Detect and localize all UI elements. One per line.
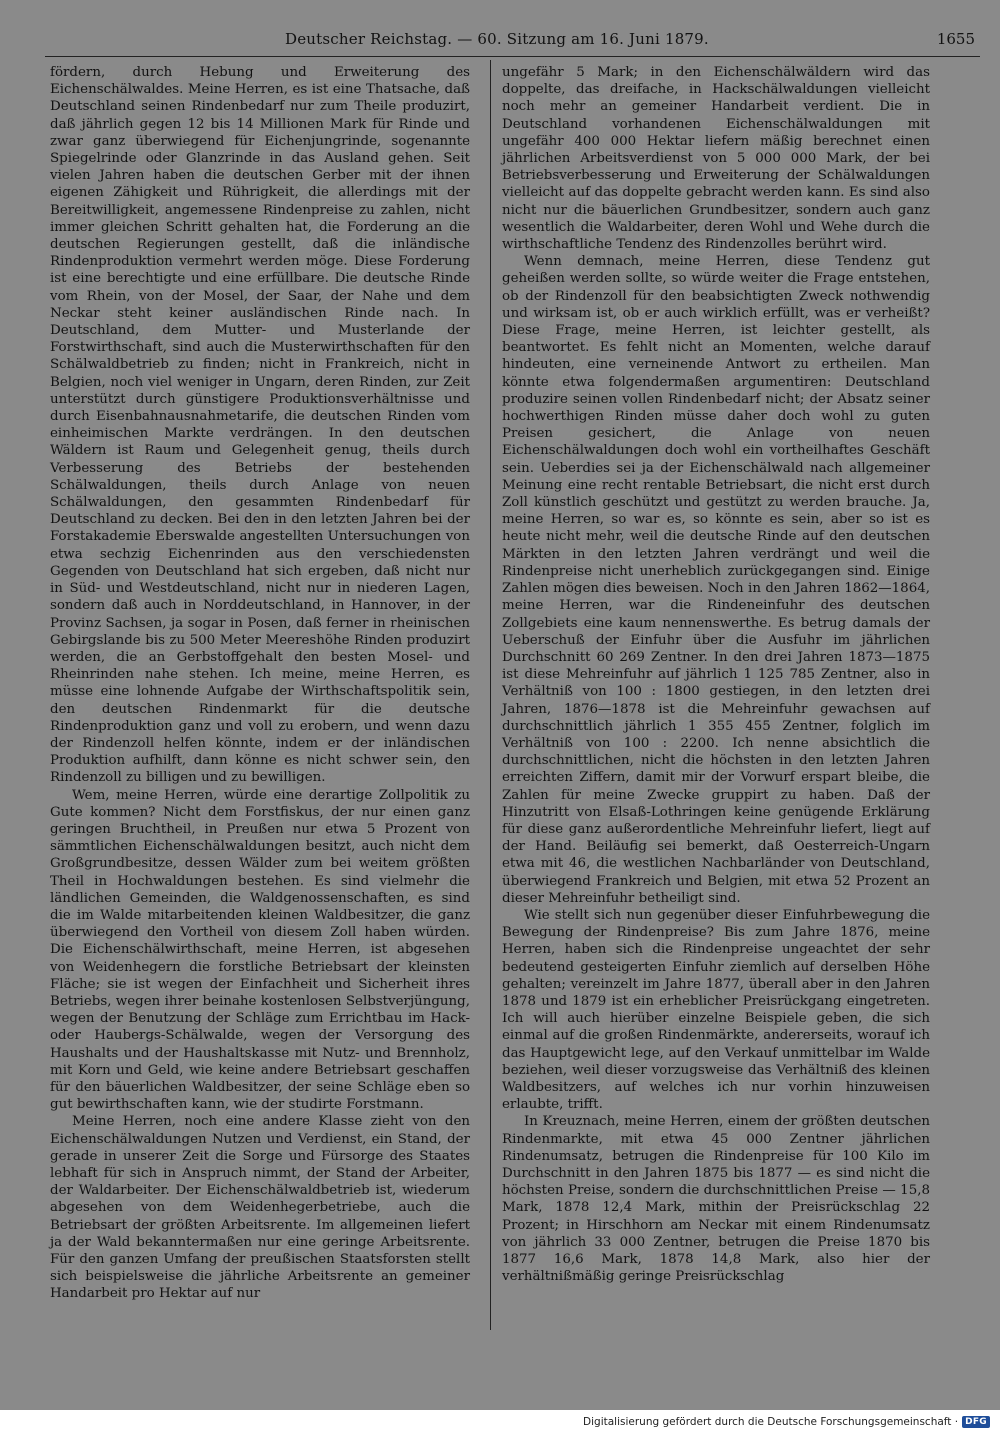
left-column <box>50 64 470 1303</box>
page-header <box>40 30 975 52</box>
paragraph: In Kreuznach, meine Herren, einem der größten deutschen Rindenmarkte, mit etwa 45 000 Zentner jährlichen Rindenumsatz, betrugen die Rindenpreise für 100 Kilo im Durchschnitt in den Jahren 1875 bis 1877 — es sind nicht die höchsten Preise, sondern die durchschnittlichen Preise — 15,8 Mark, 1878 12,4 Mark, mithin der Preisrückschlag 22 Prozent; in Hirschhorn am Neckar mit einem Rindenumsatz von jährlich 33 000 Zentner, betrugen die Preise 1870 bis 1877 16,6 Mark, 1878 14,8 Mark, also hier der verhältnißmäßig geringe Preisrückschlag <box>502 1114 930 1285</box>
page-number: 1655 <box>936 30 975 48</box>
column-divider <box>490 60 491 1330</box>
right-column <box>502 64 930 1285</box>
paragraph: Wenn demnach, meine Herren, diese Tendenz gut geheißen werden sollte, so würde weiter die Frage entstehen, ob der Rindenzoll für den beabsichtigten Zweck nothwendig und wirksam ist, ob er auch wirklich erfüllt, was er verheißt? Diese Frage, meine Herren, ist leichter gestellt, als beantwortet. Es fehlt nicht an Momenten, welche darauf hindeuten, eine verneinende Antwort zu ertheilen. Man könnte etwa folgendermaßen argumentiren: Deutschland produzire seinen vollen Rindenbedarf nicht; der Absatz seiner hochwerthigen Rinden müsse daher doch wohl zu guten Preisen gesichert, die Anlage von neuen Eichenschälwaldungen doch wohl ein vortheilhaftes Geschäft sein. Ueberdies sei ja der Eichenschälwald nach allgemeiner Meinung eine recht rentable Betriebsart, die nicht erst durch Zoll künstlich geschützt und gestützt zu werden brauche. Ja, meine Herren, so war es, so könnte es sein, aber so ist es heute nicht mehr, weil die deutsche Rinde auf den deutschen Märkten in den letzten Jahren verdrängt und weil die Rindenpreise nicht unerheblich zurückgegangen sind. Einige Zahlen mögen dies beweisen. Noch in den Jahren 1862—1864, meine Herren, war die Rindeneinfuhr des deutschen Zollgebiets eine kaum nennenswerthe. Es betrug damals der Ueberschuß der Einfuhr über die Ausfuhr im jährlichen Durchschnitt 60 269 Zentner. In den drei Jahren 1873—1875 ist diese Mehreinfuhr auf jährlich 1 125 785 Zentner, also in Verhältniß von 100 : 1800 gestiegen, in den letzten drei Jahren, 1876—1878 ist die Mehreinfuhr gewachsen auf durchschnittlich jährlich 1 355 455 Zentner, folglich im Verhältniß von 100 : 2200. Ich nenne absichtlich die durchschnittlichen, nicht die höchsten in den letzten Jahren erreichten Ziffern, damit mir der Vorwurf erspart bleibe, die Zahlen für meine Zwecke gruppirt zu haben. Daß der Hinzutritt von Elsaß-Lothringen keine genügende Erklärung für diese ganz außerordentliche Mehreinfuhr liefert, liegt auf der Hand. Beiläufig sei bemerkt, daß Oesterreich-Ungarn etwa mit 46, die westlichen Nachbarländer von Deutschland, überwiegend Frankreich und Belgien, mit etwa 52 Prozent an dieser Mehreinfuhr betheiligt sind. <box>502 254 930 906</box>
paragraph: Wem, meine Herren, würde eine derartige Zollpolitik zu Gute kommen? Nicht dem Forstfiskus, der nur einen ganz geringen Bruchtheil, in Preußen nur etwa 5 Prozent von sämmtlichen Eichenschälwaldungen besitzt, auch nicht dem Großgrundbesitze, dessen Wälder zum bei weitem größten Theil in Hochwaldungen bestehen. Es sind vielmehr die ländlichen Gemeinden, die Waldgenossenschaften, es sind die im Walde mitarbeitenden kleinen Waldbesitzer, die ganz überwiegend den Vortheil von diesem Zoll haben würden. Die Eichenschälwirthschaft, meine Herren, ist abgesehen von Weidenhegern die forstliche Betriebsart der kleinsten Fläche; sie ist wegen der Einfachheit und Sicherheit ihres Betriebs, wegen ihrer beinahe kostenlosen Selbstverjüngung, wegen der Benutzung der Schläge zum Errichtbau im Hack- oder Haubergs-Schälwalde, wegen der Versorgung des Haushalts und der Haushaltskasse mit Nutz- und Brennholz, mit Korn und Geld, wie keine andere Betriebsart geschaffen für den bäuerlichen Waldbesitzer, der seine Schläge eben so gut bewirthschaften kann, wie der studirte Forstmann. <box>50 787 470 1113</box>
paragraph: ungefähr 5 Mark; in den Eichenschälwäldern wird das doppelte, das dreifache, in Hackschälwaldungen vielleicht noch mehr an gemeiner Handarbeit verdient. Die in Deutschland vorhandenen Eichenschälwaldungen mit ungefähr 400 000 Hektar liefern mäßig berechnet einen jährlichen Arbeitsverdienst von 5 000 000 Mark, der bei Betriebsverbesserung und Erweiterung der Schälwaldungen vielleicht auf das doppelte gebracht werden kann. Es sind also nicht nur die bäuerlichen Grundbesitzer, sondern auch ganz wesentlich die Waldarbeiter, deren Wohl und Wehe durch die wirthschaftliche Tendenz des Rindenzolles berührt wird. <box>502 65 930 253</box>
paragraph: Wie stellt sich nun gegenüber dieser Einfuhrbewegung die Bewegung der Rindenpreise? Bis zum Jahre 1876, meine Herren, haben sich die Rindenpreise ungeachtet der sehr bedeutend gesteigerten Einfuhr ziemlich auf derselben Höhe gehalten; vereinzelt im Jahre 1877, überall aber in den Jahren 1878 und 1879 ist ein erheblicher Preisrückgang eingetreten. Ich will auch hierüber einzelne Beispiele geben, die sich einmal auf die großen Rindenmärkte, andererseits, worauf ich das Hauptgewicht lege, auf den Verkauf unmittelbar im Walde beziehen, weil dieser vorzugsweise das Verhältniß des kleinen Waldbesitzers, auf welches ich nur vorhin hinzuweisen erlaubte, trifft. <box>502 907 930 1113</box>
running-title: Deutscher Reichstag. — 60. Sitzung am 16. Juni 1879. <box>285 30 709 48</box>
dfg-logo-icon: DFG <box>962 1416 990 1428</box>
header-rule <box>45 56 980 57</box>
credit-text: Digitalisierung gefördert durch die Deutsche Forschungsgemeinschaft · <box>583 1416 959 1428</box>
paragraph: fördern, durch Hebung und Erweiterung des Eichenschälwaldes. Meine Herren, es ist eine Thatsache, daß Deutschland seinen Rindenbedarf nur zum Theile produzirt, daß jährlich gegen 12 bis 14 Millionen Mark für Rinde und zwar ganz überwiegend für Eichenjungrinde, sogenannte Spiegelrinde oder Glanzrinde in das Ausland gehen. Seit vielen Jahren haben die deutschen Gerber mit der ihnen eigenen Zähigkeit und Rührigkeit, die allerdings mit der Bereitwilligkeit, angemessene Rindenpreise zu zahlen, nicht immer gleichen Schritt gehalten hat, die Forderung an die deutschen Regierungen gestellt, daß die inländische Rindenproduktion vermehrt werden möge. Diese Forderung ist eine berechtigte und eine erfüllbare. Die deutsche Rinde vom Rhein, von der Mosel, der Saar, der Nahe und dem Neckar steht keiner ausländischen Rinde nach. In Deutschland, dem Mutter- und Musterlande der Forstwirthschaft, sind auch die Musterwirthschaften für den Schälwaldbetrieb zu finden; nicht in Frankreich, nicht in Belgien, noch viel weniger in Ungarn, deren Rinden, zur Zeit unterstützt durch günstigere Produktionsverhältnisse und durch Eisenbahnausnahmetarife, die deutschen Rinden vom einheimischen Markte verdrängen. In den deutschen Wäldern ist Raum und Gelegenheit genug, theils durch Verbesserung des Betriebs der bestehenden Schälwaldungen, theils durch Anlage von neuen Schälwaldungen, den gesammten Rindenbedarf für Deutschland zu decken. Bei den in den letzten Jahren bei der Forstakademie Eberswalde angestellten Untersuchungen von etwa sechzig Eichenrinden aus den verschiedensten Gegenden von Deutschland hat sich ergeben, daß nicht nur in Süd- und Westdeutschland, nicht nur in niederen Lagen, sondern daß auch in Norddeutschland, in Hannover, in der Provinz Sachsen, ja sogar in Posen, daß ferner in rheinischen Gebirgslande bis zu 500 Meter Meereshöhe Rinden produzirt werden, die an Gerbstoffgehalt den besten Mosel- und Rheinrinden nahe stehen. Ich meine, meine Herren, es müsse eine lohnende Aufgabe der Wirthschaftspolitik sein, den deutschen Rindenmarkt für die deutsche Rindenproduktion ganz und voll zu erobern, und wenn dazu der Rindenzoll helfen könnte, indem er der inländischen Produktion aufhilft, dann könne es nicht schwer sein, den Rindenzoll zu billigen und zu bewilligen. <box>50 65 470 786</box>
digitization-credit <box>583 1414 990 1430</box>
paragraph: Meine Herren, noch eine andere Klasse zieht von den Eichenschälwaldungen Nutzen und Verdienst, ein Stand, der gerade in unserer Zeit die Sorge und Fürsorge des Staates lebhaft für sich in Anspruch nimmt, der Stand der Arbeiter, der Waldarbeiter. Der Eichenschälwaldbetrieb ist, wiederum abgesehen von dem Weidenhegerbetriebe, auch die Betriebsart der größten Arbeitsrente. Im allgemeinen liefert ja der Wald bekanntermaßen nur eine geringe Arbeitsrente. Für den ganzen Umfang der preußischen Staatsforsten stellt sich beispielsweise die jährliche Arbeitsrente an gemeiner Handarbeit pro Hektar auf nur <box>50 1114 470 1302</box>
